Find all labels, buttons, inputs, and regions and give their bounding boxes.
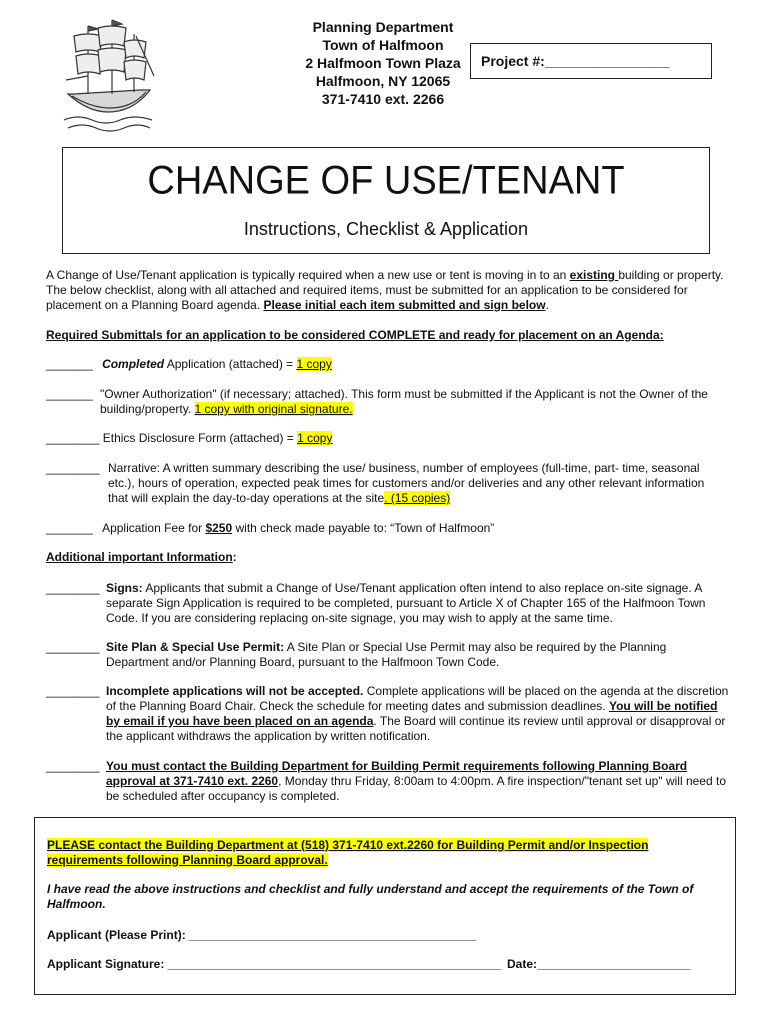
item-bold: Signs: [106,581,143,595]
item-text: Ethics Disclosure Form (attached) = [99,431,298,445]
intro-end: . [545,298,549,312]
applicant-signature-field[interactable]: Applicant Signature: __________________________________________________ [47,957,502,971]
project-blank[interactable]: ________________ [544,53,670,69]
intro-initial-instruction: Please initial each item submitted and sign below [263,298,546,312]
contact-notice-text: PLEASE contact the Building Department at (518) 371-7410 ext.2260 for Building Permit and/or Inspection requirements following Planning Board approval. [47,838,649,867]
item-copies: 1 copy with original signature. [194,402,353,416]
applicant-print-field[interactable]: Applicant (Please Print): ___________________________________________ [47,928,476,942]
item-text: Narrative: A written summary describing the use/ business, number of employees (full-time, part- time, seasonal etc.), hours of operation, expected peak times for customers and/or deliveries and any other relevant information that will explain the day-to-day operations at the site [108,461,705,505]
initial-blank[interactable]: _______ [46,521,93,535]
header-line-5: 371-7410 ext. 2266 [321,91,445,107]
additional-heading [46,550,237,565]
item-text: , Monday thru Friday, 8:00am to 4:00pm. A fire inspection/"tenant set up" will need to be scheduled after occupancy is completed. [106,774,726,803]
initial-blank[interactable]: ________ [46,640,100,654]
item-copies: 1 copy [297,431,333,445]
item-text: Applicants that submit a Change of Use/Tenant application often intend to also replace on-site signage. A separate Sign Application is required to be completed, pursuant to Article X of Chapter 165 of the Halfmoon Town Code. If you are considering replacing on-site signage, you may wish to apply at the same time. [106,581,706,625]
acknowledgement-statement: I have read the above instructions and checklist and fully understand and accept the requirements of the Town of Halfmoon. [47,882,694,911]
item-text: "Owner Authorization" (if necessary; attached). This form must be submitted if the Applicant is not the Owner of the building/property. [100,387,708,416]
intro-paragraph [46,268,726,313]
item-text: Application (attached) = [164,357,297,371]
application-fee: $250 [205,521,233,535]
contact-notice [47,838,707,868]
header-line-3: 2 Halfmoon Town Plaza [305,55,461,71]
required-item-application [46,357,736,372]
page-title: CHANGE OF USE/TENANT [147,158,625,204]
initial-blank[interactable]: ________ [46,431,100,445]
item-bold: Incomplete applications will not be accepted. [106,684,364,698]
page-subtitle: Instructions, Checklist & Application [243,219,529,239]
project-number-box [470,43,712,79]
header-line-2: Town of Halfmoon [322,37,444,53]
initial-blank[interactable]: ________ [46,684,100,698]
item-bold: Site Plan & Special Use Permit: [106,640,285,654]
initial-blank[interactable]: ________ [46,581,100,595]
item-copies: . (15 copies) [384,491,451,505]
header-line-1: Planning Department [312,19,454,35]
item-text-2: with check made payable to: “Town of Halfmoon” [232,521,495,535]
initial-blank[interactable]: _______ [46,357,93,371]
ship-logo [58,16,158,134]
item-bold-underlined: You will be notified by email if you have been placed on an agenda [106,699,718,728]
project-label: Project #: [481,53,545,69]
additional-heading-text: Additional important Information [46,550,233,564]
item-text: Application Fee for [102,521,206,535]
item-bold-underlined: You must contact the Building Department for Building Permit requirements following Planning Board approval at 371-7410 ext. 2260 [106,759,688,788]
intro-text-a: A Change of Use/Tenant application is typically required when a new use or tent is moving in to an [46,268,570,282]
required-item-ethics [46,431,736,446]
item-text: Complete applications will be placed on the agenda at the discretion of the Planning Board Chair. Check the schedule for meeting dates and submission deadlines. [106,684,729,713]
item-copies: 1 copy [296,357,332,371]
title-box [62,147,710,254]
date-field[interactable]: Date:_______________________ [507,957,691,971]
additional-heading-colon: : [232,550,237,564]
initial-blank[interactable]: _______ [46,387,93,401]
intro-text-b: building or property. The below checklist, along with all attached and required items, must be submitted for an application to be considered for placement on a Planning Board agenda. [46,268,724,312]
initial-blank[interactable]: ________ [46,759,100,773]
required-item-fee [46,521,736,536]
acknowledgement-box [34,817,736,995]
required-heading: Required Submittals for an application to be considered COMPLETE and ready for placement on an Agenda: [46,328,664,342]
item-text: A Site Plan or Special Use Permit may also be required by the Planning Department and/or Planning Board, pursuant to the Halfmoon Town Code. [106,640,667,669]
item-text-2: . The Board will continue its review until approval or disapproval or the applicant withdraws the application by written notification. [106,714,726,743]
initial-blank[interactable]: ________ [46,461,100,475]
item-emphasis: Completed [102,357,165,371]
intro-existing: existing [569,268,619,282]
header-line-4: Halfmoon, NY 12065 [315,73,451,89]
